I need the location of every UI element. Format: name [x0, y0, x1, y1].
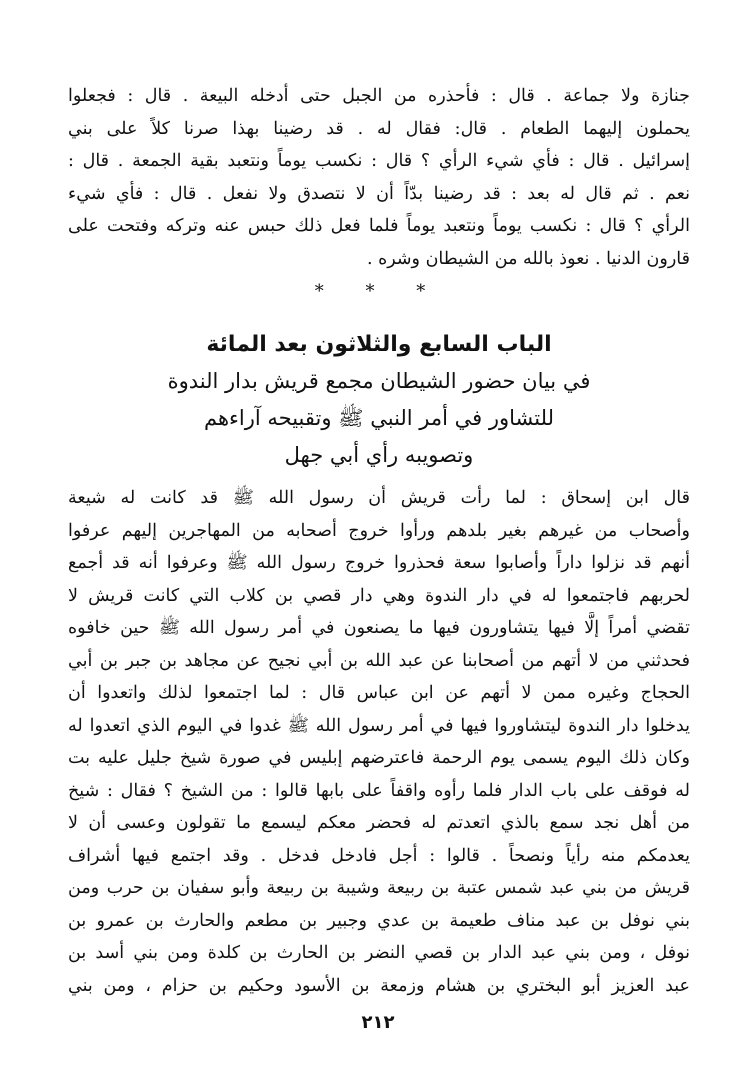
text-line: وكان ذلك اليوم يسمى يوم الرحمة فاعترضهم إبليس في صورة شيخ جليل عليه بت — [68, 748, 690, 768]
text-line: يحملون إليهما الطعام . قال: فقال له . قد رضينا بهذا صرنا كلاً على بني — [68, 118, 690, 139]
body-paragraph — [68, 482, 690, 1002]
chapter-subtitle-line: وتصويبه رأي أبي جهل — [284, 443, 474, 467]
text-line: لحربهم فاجتمعوا له في دار الندوة وهي دار قصي بن كلاب التي كانت قريش لا — [68, 585, 690, 606]
page-number: ٢١٢ — [361, 1012, 395, 1033]
text-line: قريش من بني عبد شمس عتبة بن ربيعة وشيبة بن ربيعة وأبو سفيان بن حرب ومن — [68, 878, 690, 898]
text-line: فحدثني من لا أتهم من أصحابنا عن عبد الله بن أبي نجيح عن مجاهد بن جبر بن أبي — [68, 650, 690, 671]
text-line: إسرائيل . قال : فأي شيء الرأي ؟ قال : نكسب يوماً ونتعبد بقية الجمعة . قال : — [68, 151, 690, 171]
text-line: يدخلوا دار الندوة ليتشاوروا فيها في أمر رسول الله ﷺ غدوا في اليوم الذي اتعدوا له — [68, 715, 690, 736]
text-line: الحجاج وغيره ممن لا أتهم عن ابن عباس قال : لما اجتمعوا لذلك واتعدوا أن — [68, 683, 690, 703]
text-line: له فوقف على باب الدار فلما رأوه واقفاً على بابها قالوا : من الشيخ ؟ فقال : شيخ — [68, 780, 690, 801]
chapter-title: الباب السابع والثلاثون بعد المائة — [206, 332, 552, 357]
text-line: تقضي أمراً إلَّا فيها يتشاورون فيها ما يصنعون في أمر رسول الله ﷺ حين خافوه — [68, 618, 690, 638]
text-line: يعدمكم منه رأياً ونصحاً . قالوا : أجل فادخل فدخل . وقد اجتمع فيها أشراف — [68, 845, 690, 866]
text-line: جنازة ولا جماعة . قال : فأحذره من الجبل حتى أدخله البيعة . قال : فجعلوا — [68, 86, 690, 106]
text-line: بني نوفل بن عبد مناف طعيمة بن عدي وجبير بن مطعم والحارث بن عمرو بن — [68, 910, 690, 931]
page-content — [68, 80, 690, 1002]
chapter-subtitle-line: للتشاور في أمر النبي ﷺ وتقبيحه آراءهم — [204, 406, 554, 430]
section-separator: * * * — [314, 281, 444, 302]
text-line: من أهل نجد سمع بالذي اتعدتم له فحضر معكم ليسمع ما تقولون وعسى أن لا — [68, 813, 690, 833]
text-line: وأصحاب من غيرهم بغير بلدهم ورأوا خروج أصحابه من المهاجرين إليهم عرفوا — [68, 520, 690, 541]
text-line: نوفل ، ومن بني عبد الدار بن قصي النضر بن الحارث بن كلدة ومن بني أسد بن — [68, 943, 690, 963]
text-line: قارون الدنيا . نعوذ بالله من الشيطان وشره . — [366, 248, 690, 269]
text-line: قال ابن إسحاق : لما رأت قريش أن رسول الله ﷺ قد كانت له شيعة — [68, 488, 690, 508]
text-line: الرأي ؟ قال : نكسب يوماً ونتعبد يوماً فلما فعل ذلك حبس عنه وتركه وفتحت على — [68, 216, 690, 236]
text-line: عبد العزيز أبو البختري بن هشام وزمعة بن الأسود وحكيم بن حزام ، ومن بني — [68, 975, 690, 996]
chapter-subtitle-line: في بيان حضور الشيطان مجمع قريش بدار الندوة — [167, 369, 591, 393]
text-line: أنهم قد نزلوا داراً وأصابوا سعة فحذروا خروج رسول الله ﷺ وعرفوا أنه قد أجمع — [68, 553, 690, 573]
top-paragraph — [68, 80, 690, 275]
text-line: نعم . ثم قال له بعد : قد رضينا بدّاً أن لا نتصدق ولا نفعل . قال : فأي شيء — [68, 183, 690, 204]
